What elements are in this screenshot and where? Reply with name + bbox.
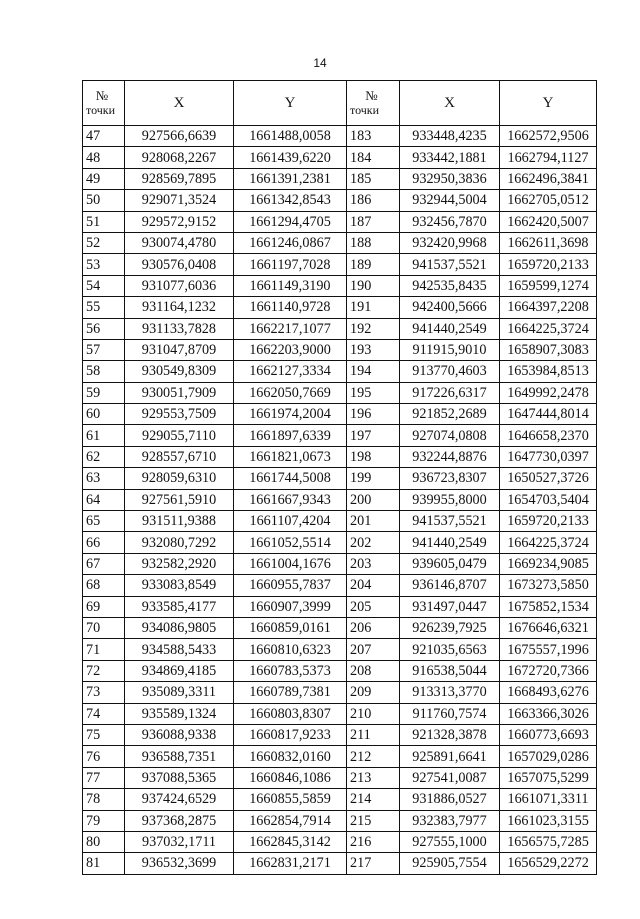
cell-x-left: 932080,7292 bbox=[125, 532, 234, 553]
header-number-sign: № bbox=[95, 88, 109, 103]
table-row bbox=[83, 575, 597, 596]
cell-point-number-right: 191 bbox=[347, 297, 400, 318]
table-row bbox=[83, 853, 597, 874]
cell-point-number-right: 211 bbox=[347, 724, 400, 745]
cell-y-right: 1664225,3724 bbox=[500, 318, 597, 339]
cell-y-left: 1662854,7914 bbox=[234, 810, 347, 831]
cell-point-number-right: 189 bbox=[347, 254, 400, 275]
cell-y-right: 1662794,1127 bbox=[500, 147, 597, 168]
cell-point-number-right: 187 bbox=[347, 211, 400, 232]
cell-y-right: 1657075,5299 bbox=[500, 767, 597, 788]
cell-y-left: 1662203,9000 bbox=[234, 339, 347, 360]
cell-y-right: 1663366,3026 bbox=[500, 703, 597, 724]
cell-y-left: 1660832,0160 bbox=[234, 746, 347, 767]
cell-y-right: 1675557,1996 bbox=[500, 639, 597, 660]
cell-y-right: 1650527,3726 bbox=[500, 468, 597, 489]
cell-y-left: 1662831,2171 bbox=[234, 853, 347, 874]
table-row bbox=[83, 682, 597, 703]
cell-x-right: 942535,8435 bbox=[400, 275, 500, 296]
cell-y-left: 1661391,2381 bbox=[234, 168, 347, 189]
table-row bbox=[83, 190, 597, 211]
cell-y-left: 1661197,7028 bbox=[234, 254, 347, 275]
table-row bbox=[83, 617, 597, 638]
cell-x-right: 927555,1000 bbox=[400, 831, 500, 852]
cell-point-number-right: 206 bbox=[347, 617, 400, 638]
cell-point-number-left: 76 bbox=[83, 746, 125, 767]
cell-point-number-right: 203 bbox=[347, 553, 400, 574]
cell-x-right: 932420,9968 bbox=[400, 232, 500, 253]
cell-y-left: 1662217,1077 bbox=[234, 318, 347, 339]
cell-y-right: 1657029,0286 bbox=[500, 746, 597, 767]
table-row bbox=[83, 489, 597, 510]
cell-x-left: 931164,1232 bbox=[125, 297, 234, 318]
cell-y-left: 1662845,3142 bbox=[234, 831, 347, 852]
table-row bbox=[83, 724, 597, 745]
cell-point-number-right: 188 bbox=[347, 232, 400, 253]
table-row bbox=[83, 425, 597, 446]
cell-x-right: 941440,2549 bbox=[400, 318, 500, 339]
table-row bbox=[83, 297, 597, 318]
cell-y-right: 1662705,0512 bbox=[500, 190, 597, 211]
cell-x-right: 936146,8707 bbox=[400, 575, 500, 596]
cell-x-left: 936532,3699 bbox=[125, 853, 234, 874]
cell-point-number-left: 74 bbox=[83, 703, 125, 724]
cell-y-left: 1660803,8307 bbox=[234, 703, 347, 724]
cell-point-number-right: 202 bbox=[347, 532, 400, 553]
cell-point-number-left: 67 bbox=[83, 553, 125, 574]
cell-point-number-right: 213 bbox=[347, 767, 400, 788]
cell-x-right: 911760,7574 bbox=[400, 703, 500, 724]
cell-point-number-left: 64 bbox=[83, 489, 125, 510]
header-number-sign: № bbox=[365, 88, 378, 103]
cell-x-left: 933585,4177 bbox=[125, 596, 234, 617]
cell-x-left: 927561,5910 bbox=[125, 489, 234, 510]
header-x-right: X bbox=[400, 81, 500, 126]
header-x-left: X bbox=[125, 81, 234, 126]
cell-x-left: 932582,2920 bbox=[125, 553, 234, 574]
cell-point-number-left: 49 bbox=[83, 168, 125, 189]
header-row bbox=[83, 81, 597, 126]
cell-y-left: 1660907,3999 bbox=[234, 596, 347, 617]
cell-y-left: 1660846,1086 bbox=[234, 767, 347, 788]
cell-x-left: 936088,9338 bbox=[125, 724, 234, 745]
cell-x-right: 925891,6641 bbox=[400, 746, 500, 767]
cell-point-number-left: 66 bbox=[83, 532, 125, 553]
cell-x-right: 911915,9010 bbox=[400, 339, 500, 360]
cell-y-right: 1669234,9085 bbox=[500, 553, 597, 574]
cell-point-number-right: 199 bbox=[347, 468, 400, 489]
cell-y-left: 1661140,9728 bbox=[234, 297, 347, 318]
cell-point-number-right: 192 bbox=[347, 318, 400, 339]
cell-point-number-left: 62 bbox=[83, 446, 125, 467]
cell-y-right: 1661071,3311 bbox=[500, 789, 597, 810]
cell-x-right: 926239,7925 bbox=[400, 617, 500, 638]
table-row bbox=[83, 446, 597, 467]
cell-y-left: 1661667,9343 bbox=[234, 489, 347, 510]
cell-x-left: 928068,2267 bbox=[125, 147, 234, 168]
cell-x-right: 941537,5521 bbox=[400, 511, 500, 532]
cell-y-right: 1659599,1274 bbox=[500, 275, 597, 296]
cell-y-left: 1661821,0673 bbox=[234, 446, 347, 467]
cell-y-right: 1653984,8513 bbox=[500, 361, 597, 382]
cell-x-left: 937088,5365 bbox=[125, 767, 234, 788]
table-row bbox=[83, 532, 597, 553]
cell-y-right: 1654703,5404 bbox=[500, 489, 597, 510]
cell-point-number-right: 212 bbox=[347, 746, 400, 767]
cell-point-number-right: 204 bbox=[347, 575, 400, 596]
table-row bbox=[83, 789, 597, 810]
cell-point-number-right: 205 bbox=[347, 596, 400, 617]
cell-point-number-right: 186 bbox=[347, 190, 400, 211]
cell-y-right: 1646658,2370 bbox=[500, 425, 597, 446]
cell-y-right: 1675852,1534 bbox=[500, 596, 597, 617]
table-row bbox=[83, 275, 597, 296]
cell-x-left: 927566,6639 bbox=[125, 126, 234, 147]
table-header bbox=[83, 81, 597, 126]
cell-point-number-left: 61 bbox=[83, 425, 125, 446]
cell-x-right: 925905,7554 bbox=[400, 853, 500, 874]
cell-point-number-left: 53 bbox=[83, 254, 125, 275]
header-y-left: Y bbox=[234, 81, 347, 126]
cell-x-left: 929071,3524 bbox=[125, 190, 234, 211]
table-row bbox=[83, 254, 597, 275]
cell-x-right: 921852,2689 bbox=[400, 404, 500, 425]
cell-point-number-left: 47 bbox=[83, 126, 125, 147]
cell-point-number-left: 51 bbox=[83, 211, 125, 232]
cell-x-left: 935589,1324 bbox=[125, 703, 234, 724]
cell-point-number-left: 71 bbox=[83, 639, 125, 660]
cell-point-number-left: 55 bbox=[83, 297, 125, 318]
cell-point-number-right: 185 bbox=[347, 168, 400, 189]
cell-point-number-right: 200 bbox=[347, 489, 400, 510]
cell-point-number-left: 56 bbox=[83, 318, 125, 339]
table-row bbox=[83, 318, 597, 339]
cell-y-left: 1661439,6220 bbox=[234, 147, 347, 168]
cell-point-number-left: 78 bbox=[83, 789, 125, 810]
cell-y-right: 1662572,9506 bbox=[500, 126, 597, 147]
cell-x-left: 930576,0408 bbox=[125, 254, 234, 275]
cell-y-right: 1659720,2133 bbox=[500, 254, 597, 275]
cell-y-left: 1660810,6323 bbox=[234, 639, 347, 660]
cell-point-number-right: 197 bbox=[347, 425, 400, 446]
table-row bbox=[83, 404, 597, 425]
cell-point-number-right: 215 bbox=[347, 810, 400, 831]
cell-x-left: 934086,9805 bbox=[125, 617, 234, 638]
cell-x-right: 921328,3878 bbox=[400, 724, 500, 745]
cell-y-left: 1660859,0161 bbox=[234, 617, 347, 638]
cell-point-number-right: 214 bbox=[347, 789, 400, 810]
cell-point-number-left: 63 bbox=[83, 468, 125, 489]
cell-y-right: 1672720,7366 bbox=[500, 660, 597, 681]
header-point-word: точки bbox=[86, 103, 116, 117]
cell-y-left: 1661004,1676 bbox=[234, 553, 347, 574]
cell-x-right: 932950,3836 bbox=[400, 168, 500, 189]
cell-point-number-right: 190 bbox=[347, 275, 400, 296]
cell-y-right: 1660773,6693 bbox=[500, 724, 597, 745]
cell-y-right: 1661023,3155 bbox=[500, 810, 597, 831]
cell-x-right: 932244,8876 bbox=[400, 446, 500, 467]
cell-x-left: 930074,4780 bbox=[125, 232, 234, 253]
cell-x-right: 933442,1881 bbox=[400, 147, 500, 168]
cell-x-right: 913313,3770 bbox=[400, 682, 500, 703]
cell-x-left: 931047,8709 bbox=[125, 339, 234, 360]
cell-y-right: 1656575,7285 bbox=[500, 831, 597, 852]
header-point-word: точки bbox=[350, 103, 380, 117]
cell-point-number-left: 81 bbox=[83, 853, 125, 874]
table-row bbox=[83, 746, 597, 767]
cell-point-number-right: 217 bbox=[347, 853, 400, 874]
cell-x-right: 932456,7870 bbox=[400, 211, 500, 232]
table-row bbox=[83, 810, 597, 831]
cell-x-right: 939605,0479 bbox=[400, 553, 500, 574]
cell-x-right: 916538,5044 bbox=[400, 660, 500, 681]
cell-point-number-left: 80 bbox=[83, 831, 125, 852]
cell-point-number-left: 68 bbox=[83, 575, 125, 596]
table-row bbox=[83, 831, 597, 852]
cell-y-left: 1661342,8543 bbox=[234, 190, 347, 211]
cell-x-right: 936723,8307 bbox=[400, 468, 500, 489]
cell-y-left: 1660855,5859 bbox=[234, 789, 347, 810]
cell-y-left: 1660789,7381 bbox=[234, 682, 347, 703]
cell-x-right: 932944,5004 bbox=[400, 190, 500, 211]
cell-y-right: 1668493,6276 bbox=[500, 682, 597, 703]
cell-point-number-left: 75 bbox=[83, 724, 125, 745]
cell-point-number-right: 184 bbox=[347, 147, 400, 168]
cell-point-number-left: 48 bbox=[83, 147, 125, 168]
cell-y-right: 1664397,2208 bbox=[500, 297, 597, 318]
cell-x-left: 937032,1711 bbox=[125, 831, 234, 852]
cell-point-number-left: 65 bbox=[83, 511, 125, 532]
cell-y-left: 1662050,7669 bbox=[234, 382, 347, 403]
cell-x-left: 933083,8549 bbox=[125, 575, 234, 596]
cell-x-right: 941537,5521 bbox=[400, 254, 500, 275]
cell-x-left: 931077,6036 bbox=[125, 275, 234, 296]
table-row bbox=[83, 382, 597, 403]
table-row bbox=[83, 168, 597, 189]
cell-point-number-right: 196 bbox=[347, 404, 400, 425]
cell-x-left: 929572,9152 bbox=[125, 211, 234, 232]
cell-x-left: 931133,7828 bbox=[125, 318, 234, 339]
cell-x-left: 928569,7895 bbox=[125, 168, 234, 189]
cell-y-right: 1664225,3724 bbox=[500, 532, 597, 553]
cell-y-right: 1662496,3841 bbox=[500, 168, 597, 189]
table-row bbox=[83, 596, 597, 617]
cell-point-number-right: 207 bbox=[347, 639, 400, 660]
table-row bbox=[83, 660, 597, 681]
cell-point-number-right: 194 bbox=[347, 361, 400, 382]
cell-x-right: 931886,0527 bbox=[400, 789, 500, 810]
cell-y-left: 1661149,3190 bbox=[234, 275, 347, 296]
cell-y-left: 1661052,5514 bbox=[234, 532, 347, 553]
table-row bbox=[83, 703, 597, 724]
cell-x-right: 913770,4603 bbox=[400, 361, 500, 382]
cell-point-number-left: 70 bbox=[83, 617, 125, 638]
table-row bbox=[83, 639, 597, 660]
cell-point-number-left: 69 bbox=[83, 596, 125, 617]
cell-x-right: 942400,5666 bbox=[400, 297, 500, 318]
cell-y-left: 1660817,9233 bbox=[234, 724, 347, 745]
cell-point-number-left: 72 bbox=[83, 660, 125, 681]
cell-y-left: 1661897,6339 bbox=[234, 425, 347, 446]
cell-y-left: 1661488,0058 bbox=[234, 126, 347, 147]
cell-x-left: 928059,6310 bbox=[125, 468, 234, 489]
table-row bbox=[83, 147, 597, 168]
cell-point-number-left: 58 bbox=[83, 361, 125, 382]
cell-point-number-left: 59 bbox=[83, 382, 125, 403]
cell-y-left: 1661294,4705 bbox=[234, 211, 347, 232]
cell-x-right: 931497,0447 bbox=[400, 596, 500, 617]
cell-x-left: 936588,7351 bbox=[125, 746, 234, 767]
cell-point-number-left: 60 bbox=[83, 404, 125, 425]
cell-x-left: 934588,5433 bbox=[125, 639, 234, 660]
cell-y-right: 1647730,0397 bbox=[500, 446, 597, 467]
cell-x-right: 917226,6317 bbox=[400, 382, 500, 403]
cell-x-right: 933448,4235 bbox=[400, 126, 500, 147]
table-row bbox=[83, 126, 597, 147]
cell-x-right: 932383,7977 bbox=[400, 810, 500, 831]
table-row bbox=[83, 767, 597, 788]
cell-y-right: 1649992,2478 bbox=[500, 382, 597, 403]
table-row bbox=[83, 468, 597, 489]
cell-point-number-right: 208 bbox=[347, 660, 400, 681]
cell-y-left: 1661974,2004 bbox=[234, 404, 347, 425]
cell-x-left: 928557,6710 bbox=[125, 446, 234, 467]
table-row bbox=[83, 339, 597, 360]
cell-y-right: 1658907,3083 bbox=[500, 339, 597, 360]
cell-y-right: 1656529,2272 bbox=[500, 853, 597, 874]
cell-y-left: 1661107,4204 bbox=[234, 511, 347, 532]
cell-x-left: 930051,7909 bbox=[125, 382, 234, 403]
cell-point-number-left: 52 bbox=[83, 232, 125, 253]
cell-x-left: 931511,9388 bbox=[125, 511, 234, 532]
header-point-number-right bbox=[347, 81, 400, 126]
cell-point-number-left: 79 bbox=[83, 810, 125, 831]
cell-y-right: 1662420,5007 bbox=[500, 211, 597, 232]
table-body bbox=[83, 126, 597, 875]
cell-point-number-right: 193 bbox=[347, 339, 400, 360]
cell-point-number-left: 54 bbox=[83, 275, 125, 296]
cell-x-right: 941440,2549 bbox=[400, 532, 500, 553]
cell-y-right: 1662611,3698 bbox=[500, 232, 597, 253]
cell-point-number-right: 195 bbox=[347, 382, 400, 403]
cell-x-left: 930549,8309 bbox=[125, 361, 234, 382]
table-row bbox=[83, 232, 597, 253]
cell-x-left: 929055,7110 bbox=[125, 425, 234, 446]
cell-y-left: 1661744,5008 bbox=[234, 468, 347, 489]
table-row bbox=[83, 361, 597, 382]
cell-x-left: 929553,7509 bbox=[125, 404, 234, 425]
cell-point-number-right: 210 bbox=[347, 703, 400, 724]
cell-y-right: 1647444,8014 bbox=[500, 404, 597, 425]
cell-y-right: 1659720,2133 bbox=[500, 511, 597, 532]
table-row bbox=[83, 511, 597, 532]
cell-point-number-right: 209 bbox=[347, 682, 400, 703]
cell-x-right: 927074,0808 bbox=[400, 425, 500, 446]
cell-y-left: 1661246,0867 bbox=[234, 232, 347, 253]
cell-y-left: 1660955,7837 bbox=[234, 575, 347, 596]
table-row bbox=[83, 553, 597, 574]
cell-point-number-right: 183 bbox=[347, 126, 400, 147]
cell-point-number-left: 57 bbox=[83, 339, 125, 360]
cell-y-right: 1673273,5850 bbox=[500, 575, 597, 596]
header-y-right: Y bbox=[500, 81, 597, 126]
table-row bbox=[83, 211, 597, 232]
cell-point-number-right: 216 bbox=[347, 831, 400, 852]
cell-point-number-left: 50 bbox=[83, 190, 125, 211]
cell-x-left: 937424,6529 bbox=[125, 789, 234, 810]
cell-y-right: 1676646,6321 bbox=[500, 617, 597, 638]
cell-x-right: 921035,6563 bbox=[400, 639, 500, 660]
cell-y-left: 1662127,3334 bbox=[234, 361, 347, 382]
cell-x-left: 935089,3311 bbox=[125, 682, 234, 703]
header-point-number-left bbox=[83, 81, 125, 126]
cell-point-number-left: 77 bbox=[83, 767, 125, 788]
cell-point-number-left: 73 bbox=[83, 682, 125, 703]
page-number: 14 bbox=[313, 56, 327, 70]
cell-point-number-right: 198 bbox=[347, 446, 400, 467]
cell-point-number-right: 201 bbox=[347, 511, 400, 532]
cell-x-right: 927541,0087 bbox=[400, 767, 500, 788]
cell-x-left: 934869,4185 bbox=[125, 660, 234, 681]
cell-y-left: 1660783,5373 bbox=[234, 660, 347, 681]
coordinates-table bbox=[82, 80, 597, 875]
cell-x-left: 937368,2875 bbox=[125, 810, 234, 831]
cell-x-right: 939955,8000 bbox=[400, 489, 500, 510]
